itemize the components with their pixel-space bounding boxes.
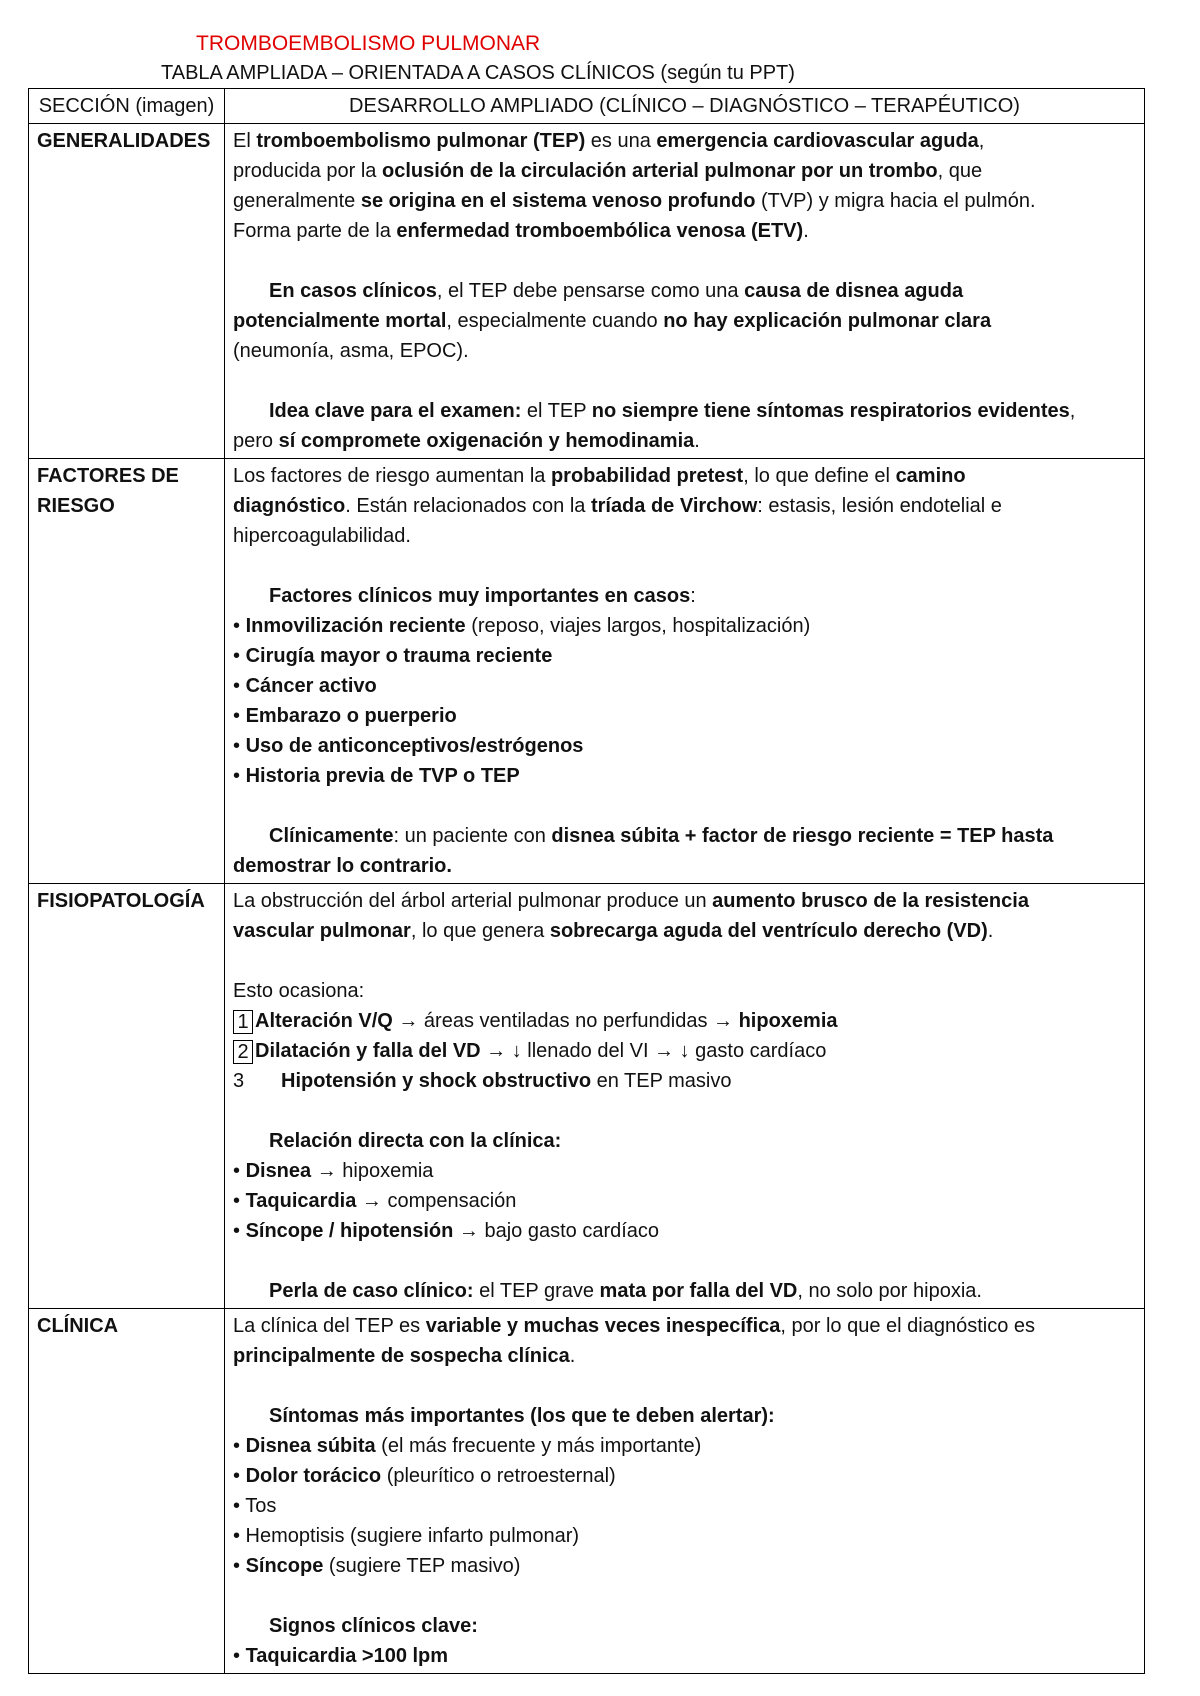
content-line xyxy=(233,1431,1136,1461)
blank-line xyxy=(233,1371,1136,1401)
content-line xyxy=(233,186,1136,216)
text: → bajo gasto cardíaco xyxy=(453,1220,660,1242)
number-box: 2 xyxy=(233,1040,253,1064)
blank-line xyxy=(233,366,1136,396)
text: • xyxy=(233,645,246,667)
bold-text: sí compromete oxigenación y hemodinamia xyxy=(278,430,695,452)
text: • xyxy=(233,615,246,637)
section-content xyxy=(225,124,1145,459)
text: en TEP masivo xyxy=(591,1070,732,1092)
text: La clínica del TEP es xyxy=(233,1315,426,1337)
header-development: DESARROLLO AMPLIADO (CLÍNICO – DIAGNÓSTICO – TERAPÉUTICO) xyxy=(225,89,1145,124)
text: • xyxy=(233,1220,246,1242)
blank-line xyxy=(233,246,1136,276)
bold-text: Clínicamente xyxy=(269,825,394,847)
blank-line xyxy=(233,946,1136,976)
content-line xyxy=(233,1641,1136,1671)
text: → compensación xyxy=(356,1190,517,1212)
list-number: 3 xyxy=(233,1070,245,1092)
section-label: GENERALIDADES xyxy=(29,124,225,459)
text: . xyxy=(569,1345,576,1367)
table-row xyxy=(29,124,1145,459)
content-line xyxy=(233,1521,1136,1551)
text: • Hemoptisis (sugiere infarto pulmonar) xyxy=(233,1525,580,1547)
text: , que xyxy=(937,160,983,182)
bold-text: disnea súbita + factor de riesgo reciente = TEP hasta xyxy=(551,825,1054,847)
blank-line xyxy=(233,1096,1136,1126)
text: , lo que define el xyxy=(743,465,896,487)
content-line xyxy=(233,731,1136,761)
content-line xyxy=(233,1461,1136,1491)
bold-text: Relación directa con la clínica: xyxy=(269,1130,562,1152)
content-line xyxy=(233,1491,1136,1521)
text: • xyxy=(233,1435,246,1457)
content-line xyxy=(233,1156,1136,1186)
text: pero xyxy=(233,430,279,452)
document-title: TROMBOEMBOLISMO PULMONAR xyxy=(196,32,541,55)
bold-text: Síntomas más importantes (los que te deben alertar): xyxy=(269,1405,775,1427)
bold-text: Embarazo o puerperio xyxy=(245,705,457,727)
content-line xyxy=(233,851,1136,881)
text: La obstrucción del árbol arterial pulmonar produce un xyxy=(233,890,713,912)
blank-line xyxy=(233,551,1136,581)
text: → áreas ventiladas no perfundidas → xyxy=(392,1010,739,1032)
text: • xyxy=(233,1160,246,1182)
content-line xyxy=(233,1216,1136,1246)
bold-text: probabilidad pretest xyxy=(550,465,744,487)
text: Esto ocasiona: xyxy=(233,980,365,1002)
text: : estasis, lesión endotelial e xyxy=(757,495,1002,517)
text: el TEP xyxy=(521,400,592,422)
text: Forma parte de la xyxy=(233,220,397,242)
bold-text: demostrar lo contrario. xyxy=(233,855,452,877)
bold-text: Perla de caso clínico: xyxy=(269,1280,474,1302)
section-content xyxy=(225,1309,1145,1674)
text: • xyxy=(233,1645,246,1667)
table-row xyxy=(29,1309,1145,1674)
content-line xyxy=(233,156,1136,186)
text: (el más frecuente y más importante) xyxy=(375,1435,702,1457)
bold-text: sobrecarga aguda del ventrículo derecho (VD) xyxy=(549,920,988,942)
bold-text: Taquicardia xyxy=(245,1190,357,1212)
text: . Están relacionados con la xyxy=(345,495,591,517)
blank-line xyxy=(233,1581,1136,1611)
text: , no solo por hipoxia. xyxy=(797,1280,982,1302)
text: • xyxy=(233,735,246,757)
text: (pleurítico o retroesternal) xyxy=(381,1465,616,1487)
bold-text: Síncope / hipotensión xyxy=(245,1220,454,1242)
content-line xyxy=(233,976,1136,1006)
text: Los factores de riesgo aumentan la xyxy=(233,465,551,487)
content-line xyxy=(233,396,1136,426)
content-line xyxy=(233,1006,1136,1036)
text: hipercoagulabilidad. xyxy=(233,525,411,547)
content-line xyxy=(233,581,1136,611)
blank-line xyxy=(233,791,1136,821)
text: , por lo que el diagnóstico es xyxy=(780,1315,1035,1337)
bold-text: Disnea súbita xyxy=(245,1435,376,1457)
bold-text: vascular pulmonar xyxy=(233,920,411,942)
text: es una xyxy=(585,130,657,152)
bold-text: Signos clínicos clave: xyxy=(269,1615,478,1637)
text: • xyxy=(233,675,246,697)
content-line xyxy=(233,1341,1136,1371)
number-box: 1 xyxy=(233,1010,253,1034)
bold-text: tríada de Virchow xyxy=(590,495,758,517)
content-line xyxy=(233,1276,1136,1306)
bold-text: Factores clínicos muy importantes en casos xyxy=(269,585,691,607)
bold-text: emergencia cardiovascular aguda xyxy=(656,130,979,152)
content-line xyxy=(233,336,1136,366)
content-line xyxy=(233,1401,1136,1431)
bold-text: Historia previa de TVP o TEP xyxy=(245,765,520,787)
bold-text: no hay explicación pulmonar clara xyxy=(663,310,992,332)
text: producida por la xyxy=(233,160,382,182)
document-page xyxy=(28,30,1144,1674)
content-line xyxy=(233,1126,1136,1156)
section-label: CLÍNICA xyxy=(29,1309,225,1674)
text: . xyxy=(694,430,700,452)
content-line xyxy=(233,1066,1136,1096)
bold-text: tromboembolismo pulmonar (TEP) xyxy=(256,130,586,152)
content-line xyxy=(233,671,1136,701)
text: , xyxy=(978,130,985,152)
content-line xyxy=(233,821,1136,851)
text: . xyxy=(987,920,994,942)
content-line xyxy=(233,426,1136,456)
text: , xyxy=(1069,400,1076,422)
section-content xyxy=(225,459,1145,884)
table-header-row xyxy=(29,89,1145,124)
section-content xyxy=(225,884,1145,1309)
text: • xyxy=(233,1190,246,1212)
bold-text: hipoxemia xyxy=(738,1010,838,1032)
bold-text: camino xyxy=(895,465,966,487)
text: → hipoxemia xyxy=(311,1160,434,1182)
bold-text: Cáncer activo xyxy=(245,675,377,697)
text: (neumonía, asma, EPOC). xyxy=(233,340,469,362)
bold-text: aumento brusco de la resistencia xyxy=(712,890,1029,912)
section-label: FACTORES DE RIESGO xyxy=(29,459,225,884)
bold-text: Uso de anticonceptivos/estrógenos xyxy=(245,735,584,757)
document-subtitle: TABLA AMPLIADA – ORIENTADA A CASOS CLÍNICOS (según tu PPT) xyxy=(161,62,795,84)
text: • xyxy=(233,705,246,727)
text: (reposo, viajes largos, hospitalización) xyxy=(465,615,811,637)
table-row xyxy=(29,884,1145,1309)
text: el TEP grave xyxy=(473,1280,600,1302)
bold-text: Dilatación y falla del VD xyxy=(255,1040,481,1062)
bold-text: Hipotensión y shock obstructivo xyxy=(281,1070,592,1092)
text: , especialmente cuando xyxy=(446,310,664,332)
bold-text: Dolor torácico xyxy=(245,1465,382,1487)
content-line xyxy=(233,521,1136,551)
content-line xyxy=(233,306,1136,336)
text: . xyxy=(803,220,809,242)
table-row xyxy=(29,459,1145,884)
bold-text: Cirugía mayor o trauma reciente xyxy=(245,645,553,667)
bold-text: Idea clave para el examen: xyxy=(269,400,522,422)
text: : xyxy=(690,585,696,607)
text: • xyxy=(233,1555,246,1577)
text: : un paciente con xyxy=(393,825,552,847)
content-line xyxy=(233,1551,1136,1581)
content-line xyxy=(233,491,1136,521)
text: El xyxy=(233,130,257,152)
content-line xyxy=(233,1036,1136,1066)
content-line xyxy=(233,461,1136,491)
content-line xyxy=(233,916,1136,946)
bold-text: mata por falla del VD xyxy=(599,1280,798,1302)
content-line xyxy=(233,611,1136,641)
bold-text: enfermedad tromboembólica venosa (ETV) xyxy=(396,220,804,242)
bold-text: variable y muchas veces inespecífica xyxy=(425,1315,781,1337)
content-line xyxy=(233,641,1136,671)
blank-line xyxy=(233,1246,1136,1276)
bold-text: diagnóstico xyxy=(233,495,346,517)
text: • xyxy=(233,1465,246,1487)
bold-text: Alteración V/Q xyxy=(255,1010,393,1032)
content-line xyxy=(233,126,1136,156)
text: • xyxy=(233,765,246,787)
bold-text: potencialmente mortal xyxy=(233,310,447,332)
content-table xyxy=(28,88,1145,1674)
content-line xyxy=(233,701,1136,731)
content-line xyxy=(233,1611,1136,1641)
bold-text: se origina en el sistema venoso profundo xyxy=(360,190,756,212)
text: , lo que genera xyxy=(410,920,550,942)
content-line xyxy=(233,1186,1136,1216)
section-label: FISIOPATOLOGÍA xyxy=(29,884,225,1309)
bold-text: oclusión de la circulación arterial pulmonar por un trombo xyxy=(381,160,938,182)
text: • Tos xyxy=(233,1495,277,1517)
bold-text: principalmente de sospecha clínica xyxy=(233,1345,570,1367)
content-line xyxy=(233,216,1136,246)
content-line xyxy=(233,761,1136,791)
bold-text: Inmovilización reciente xyxy=(245,615,466,637)
text: → ↓ llenado del VI → ↓ gasto cardíaco xyxy=(480,1040,827,1062)
header-section: SECCIÓN (imagen) xyxy=(29,89,225,124)
bold-text: no siempre tiene síntomas respiratorios evidentes xyxy=(591,400,1070,422)
bold-text: causa de disnea aguda xyxy=(744,280,964,302)
text: (sugiere TEP masivo) xyxy=(323,1555,521,1577)
bold-text: Taquicardia >100 lpm xyxy=(245,1645,449,1667)
text: generalmente xyxy=(233,190,361,212)
content-line xyxy=(233,1311,1136,1341)
content-line xyxy=(233,276,1136,306)
content-line xyxy=(233,886,1136,916)
bold-text: Síncope xyxy=(245,1555,324,1577)
text: , el TEP debe pensarse como una xyxy=(436,280,745,302)
bold-text: Disnea xyxy=(245,1160,312,1182)
text: (TVP) y migra hacia el pulmón. xyxy=(755,190,1036,212)
bold-text: En casos clínicos xyxy=(269,280,437,302)
